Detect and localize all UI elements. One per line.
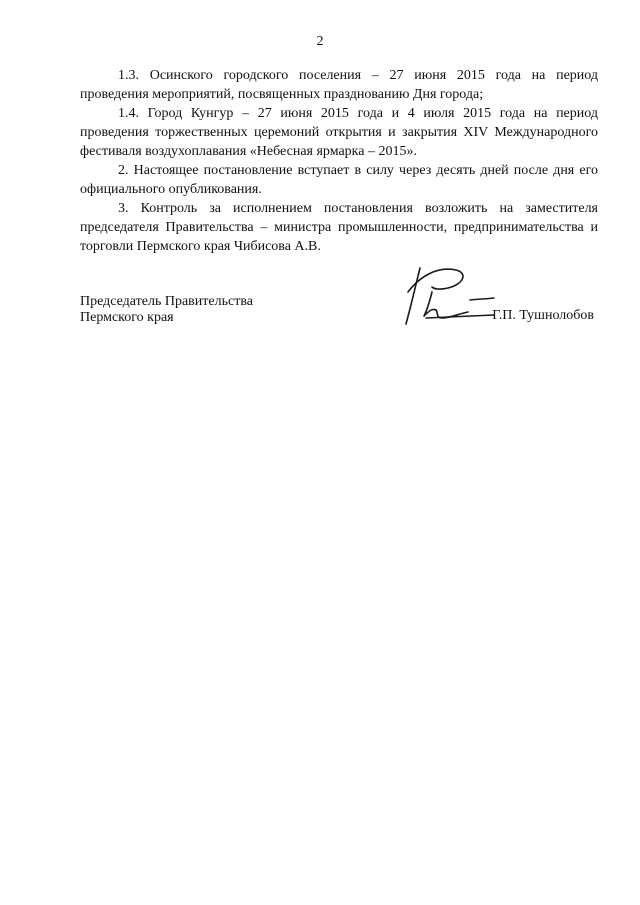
signature-block <box>80 294 598 334</box>
signer-name: Г.П. Тушнолобов <box>492 308 594 323</box>
signer-title-line-1: Председатель Правительства <box>80 294 253 309</box>
paragraph-1-3: 1.3. Осинского городского поселения – 27 июня 2015 года на период проведения мероприятий, посвященных празднованию Дня города; <box>80 68 598 102</box>
document-body <box>80 66 598 256</box>
signer-title-line-2: Пермского края <box>80 310 174 325</box>
paragraph-1-4: 1.4. Город Кунгур – 27 июня 2015 года и 4 июля 2015 года на период проведения торжественных церемоний открытия и закрытия XIV Международного фестиваля воздухоплавания «Небесная ярмарка – 2015». <box>80 106 598 159</box>
page-number: 2 <box>316 34 324 49</box>
handwritten-signature <box>398 262 508 332</box>
paragraph-2: 2. Настоящее постановление вступает в силу через десять дней после дня его официального опубликования. <box>80 163 598 197</box>
signer-title <box>80 294 253 326</box>
paragraph-3: 3. Контроль за исполнением постановления возложить на заместителя председателя Правительства – министра промышленности, предпринимательства и торговли Пермского края Чибисова А.В. <box>80 201 598 254</box>
